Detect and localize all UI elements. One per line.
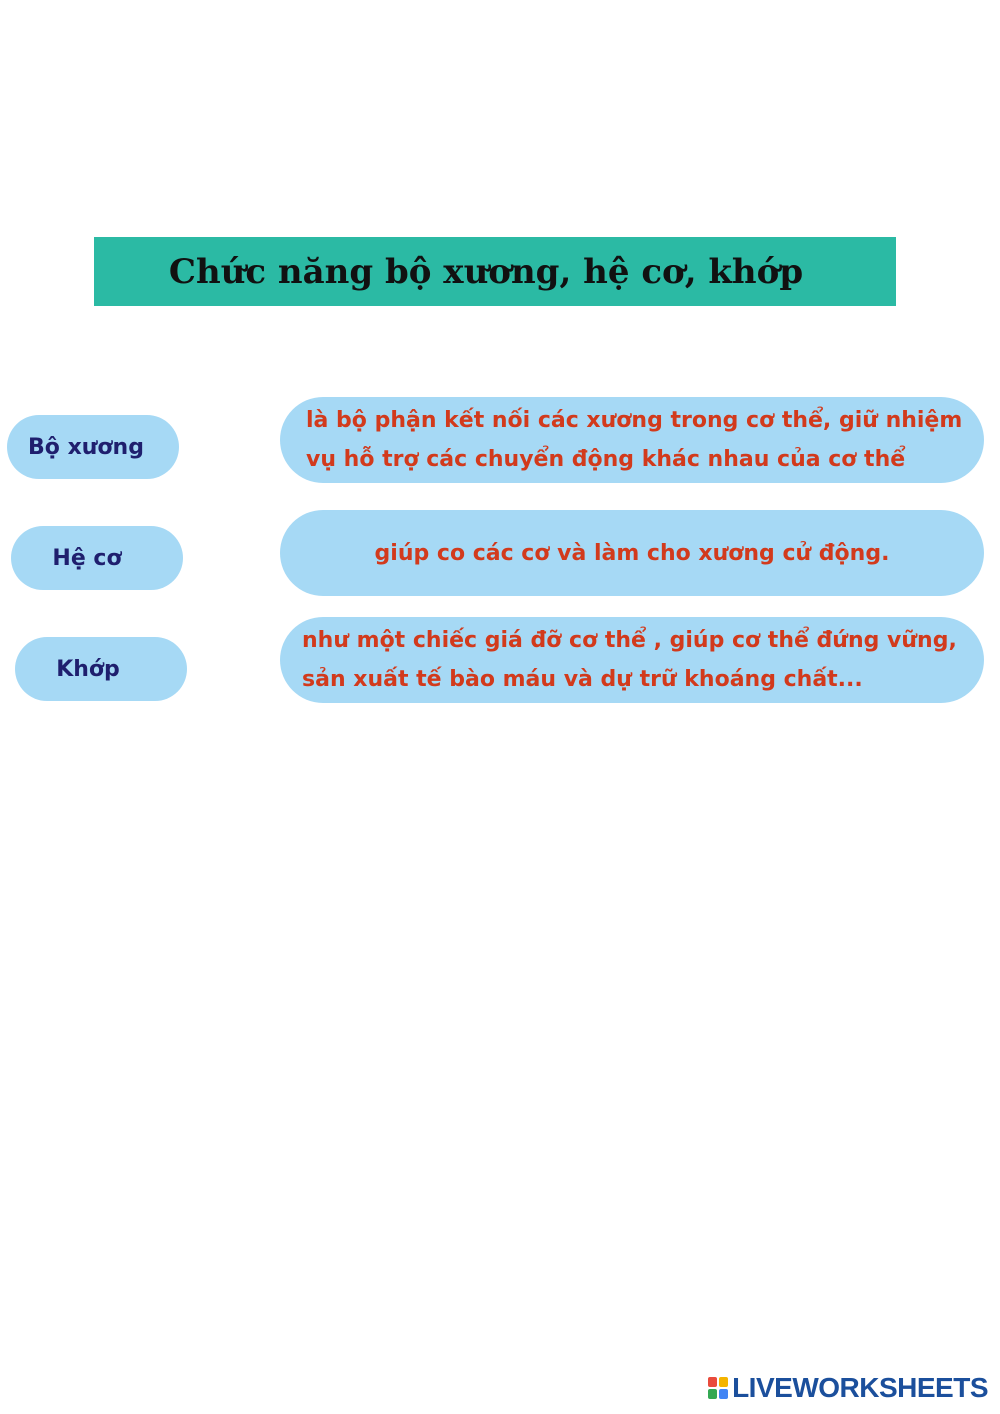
term-label: Khớp <box>56 656 120 682</box>
description-line: giúp co các cơ và làm cho xương cử động. <box>374 540 890 566</box>
page-title: Chức năng bộ xương, hệ cơ, khớp <box>168 251 804 292</box>
description-3[interactable] <box>280 617 984 703</box>
term-label: Bộ xương <box>28 434 144 460</box>
term-khop[interactable] <box>15 637 187 701</box>
description-line: là bộ phận kết nối các xương trong cơ thể, giữ nhiệm <box>306 408 963 433</box>
term-bo-xuong[interactable] <box>7 415 179 479</box>
liveworksheets-logo[interactable] <box>708 1372 988 1404</box>
term-label: Hệ cơ <box>52 545 122 571</box>
liveworksheets-logo-icon <box>708 1377 728 1399</box>
term-he-co[interactable] <box>11 526 183 590</box>
title-banner <box>94 237 896 306</box>
description-line: sản xuất tế bào máu và dự trữ khoáng chất... <box>302 667 863 692</box>
description-1[interactable] <box>280 397 984 483</box>
description-line: vụ hỗ trợ các chuyển động khác nhau của cơ thể <box>306 447 906 472</box>
description-line: như một chiếc giá đỡ cơ thể , giúp cơ thể đứng vững, <box>302 628 957 653</box>
description-2[interactable] <box>280 510 984 596</box>
logo-text: LIVEWORKSHEETS <box>732 1372 988 1403</box>
